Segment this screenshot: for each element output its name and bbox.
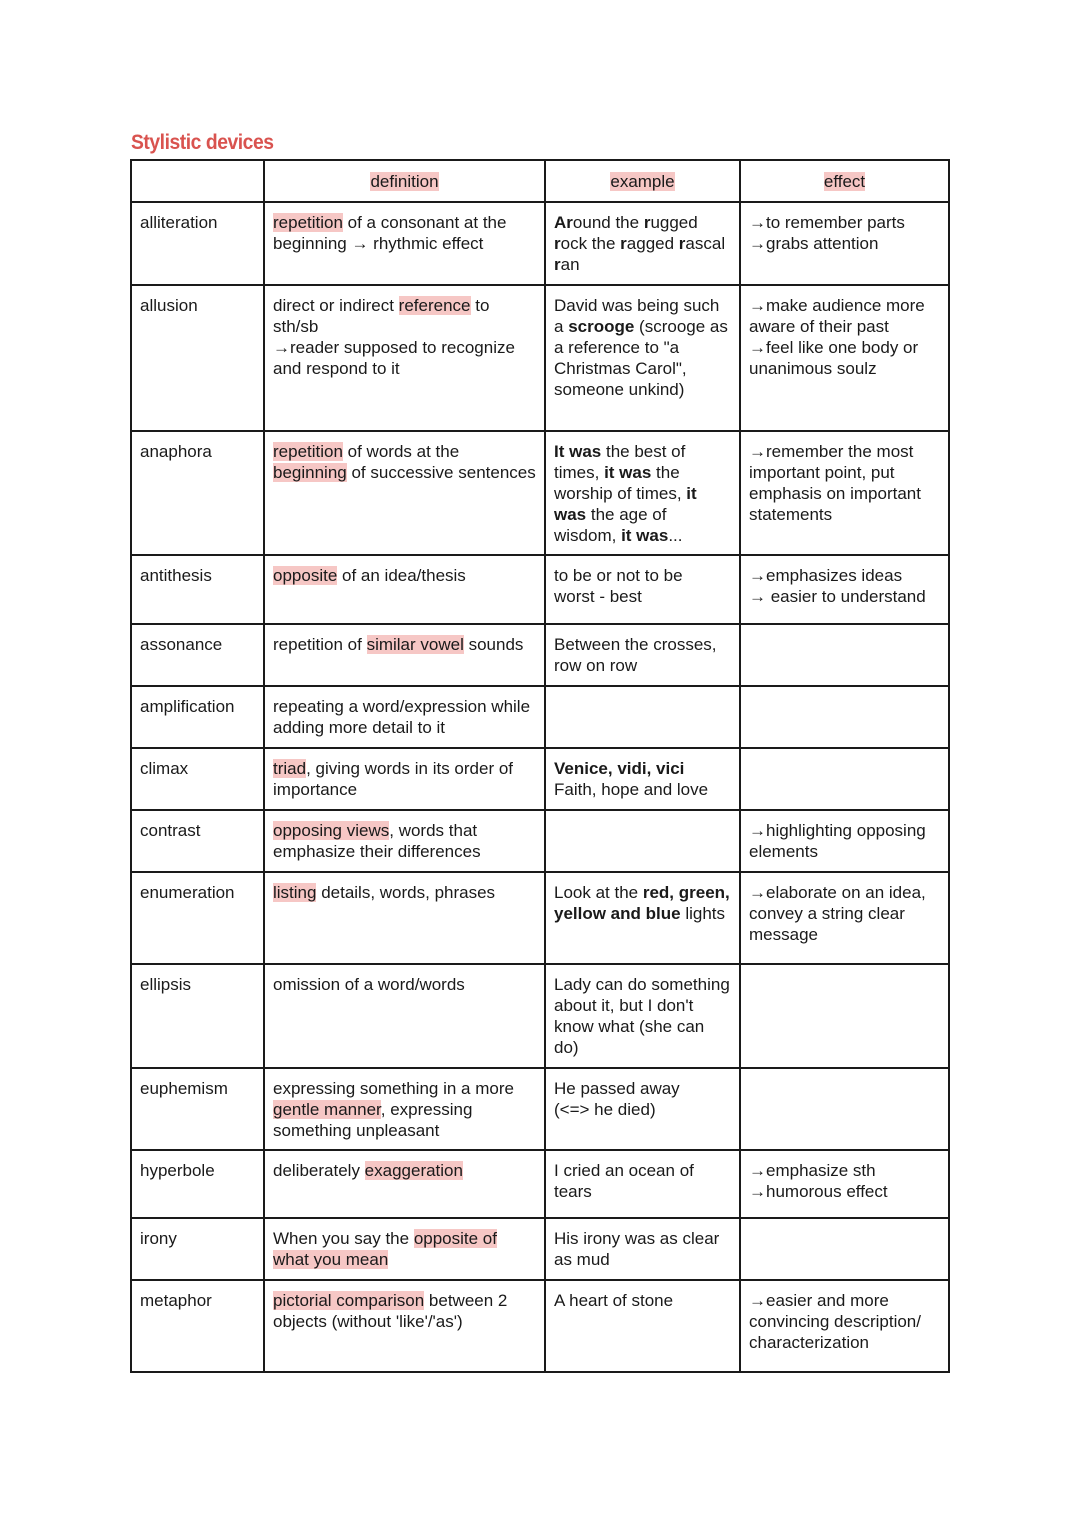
text-fragment: repeating a word/expression while adding more detail to it [273, 697, 531, 737]
effect-cell [740, 1150, 949, 1218]
effect-line: →make audience more aware of their past [749, 296, 925, 336]
bold-text: Venice, vidi, vici [554, 759, 685, 778]
effect-cell [740, 1280, 949, 1372]
definition-cell [264, 202, 545, 285]
effect-cell [740, 202, 949, 285]
bold-text: r [554, 234, 561, 253]
effect-cell [740, 748, 949, 810]
bold-text: It was [554, 442, 602, 461]
example-cell [545, 810, 740, 872]
text-fragment: (scrooge as a reference to "a Christmas Carol", someone unkind) [554, 317, 728, 399]
text-fragment: He passed away [554, 1079, 680, 1098]
effect-line: → easier to understand [749, 587, 926, 606]
text-fragment: →reader supposed to recognize and respond to it [273, 338, 515, 378]
table-row [131, 431, 949, 555]
table-row [131, 872, 949, 964]
definition-cell [264, 285, 545, 431]
highlighted-text: repetition [273, 213, 343, 232]
example-cell [545, 1150, 740, 1218]
text-fragment: the best of times, [554, 442, 686, 482]
text-fragment: details, words, phrases [316, 883, 496, 902]
highlighted-text: similar vowel [366, 635, 464, 654]
effect-line: →easier and more convincing description/ characterization [749, 1291, 921, 1352]
text-fragment: , words that emphasize their differences [273, 821, 481, 861]
term-cell: alliteration [131, 202, 264, 285]
bold-text: r [620, 234, 627, 253]
table-row [131, 748, 949, 810]
header-definition: definition [264, 160, 545, 202]
term-cell: enumeration [131, 872, 264, 964]
bold-text: it was [554, 484, 697, 524]
effect-cell [740, 872, 949, 964]
effect-line: →remember the most important point, put emphasis on important statements [749, 442, 921, 524]
table-row [131, 964, 949, 1068]
highlighted-text: opposite of what you mean [273, 1229, 497, 1269]
bold-text: it was [621, 526, 669, 545]
term-cell: irony [131, 1218, 264, 1280]
highlighted-text: opposing views [273, 821, 390, 840]
table-row [131, 285, 949, 431]
text-fragment: omission of a word/words [273, 975, 465, 994]
definition-cell [264, 431, 545, 555]
table-row [131, 810, 949, 872]
example-cell [545, 431, 740, 555]
highlighted-text: exaggeration [364, 1161, 463, 1180]
text-fragment: (<=> he died) [554, 1100, 656, 1119]
stylistic-devices-table [130, 159, 950, 1373]
example-cell [545, 686, 740, 748]
page-title: Stylistic devices [131, 131, 274, 154]
table-row [131, 624, 949, 686]
definition-cell [264, 748, 545, 810]
text-fragment: ock the [560, 234, 621, 253]
example-cell [545, 624, 740, 686]
term-cell: allusion [131, 285, 264, 431]
effect-line: →elaborate on an idea, convey a string clear message [749, 883, 926, 944]
highlighted-text: repetition [273, 442, 343, 461]
text-fragment: of words at the [342, 442, 460, 461]
effect-line: →to remember parts [749, 213, 905, 232]
highlighted-text: triad [273, 759, 307, 778]
effect-cell [740, 686, 949, 748]
definition-cell [264, 964, 545, 1068]
example-cell [545, 1218, 740, 1280]
text-fragment: Lady can do something about it, but I don't know what (she can do) [554, 975, 730, 1057]
table-row [131, 1068, 949, 1150]
definition-cell [264, 872, 545, 964]
text-fragment: the worship of times, [554, 463, 687, 503]
definition-cell [264, 810, 545, 872]
highlighted-text: pictorial comparison [273, 1291, 425, 1310]
effect-cell [740, 285, 949, 431]
text-fragment: of successive sentences [346, 463, 536, 482]
highlighted-text: listing [273, 883, 317, 902]
text-fragment: worst - best [554, 587, 642, 606]
definition-cell [264, 686, 545, 748]
example-cell [545, 1068, 740, 1150]
text-fragment: , expressing something unpleasant [273, 1100, 473, 1140]
highlighted-text: opposite [273, 566, 338, 585]
table-row [131, 202, 949, 285]
text-fragment: lights [680, 904, 726, 923]
text-fragment: ugged [650, 213, 698, 232]
text-fragment: the age of wisdom, [554, 505, 667, 545]
bold-text: it was [604, 463, 652, 482]
term-cell: assonance [131, 624, 264, 686]
highlighted-text: beginning [273, 463, 347, 482]
text-fragment: repetition of [273, 635, 367, 654]
example-cell [545, 872, 740, 964]
effect-cell [740, 810, 949, 872]
header-example: example [545, 160, 740, 202]
text-fragment: ound the [572, 213, 644, 232]
example-cell [545, 964, 740, 1068]
definition-cell [264, 624, 545, 686]
text-fragment: ... [668, 526, 683, 545]
effect-line: →humorous effect [749, 1182, 888, 1201]
text-fragment: an [560, 255, 580, 274]
example-cell [545, 202, 740, 285]
text-fragment: Faith, hope and love [554, 780, 709, 799]
term-cell: anaphora [131, 431, 264, 555]
text-fragment: Between the crosses, row on row [554, 635, 717, 675]
bold-text: red, green, yellow and blue [554, 883, 730, 923]
example-cell [545, 285, 740, 431]
header-effect: effect [740, 160, 949, 202]
effect-cell [740, 964, 949, 1068]
bold-text: scrooge [568, 317, 635, 336]
text-fragment: ascal [685, 234, 726, 253]
effect-cell [740, 431, 949, 555]
effect-line: →feel like one body or unanimous soulz [749, 338, 919, 378]
example-cell [545, 555, 740, 624]
definition-cell [264, 555, 545, 624]
text-fragment: Look at the [554, 883, 643, 902]
text-fragment: , giving words in its order of importance [273, 759, 513, 799]
text-fragment: His irony was as clear as mud [554, 1229, 720, 1269]
text-fragment: of a consonant at the beginning → rhythmic effect [273, 213, 507, 253]
header-term [131, 160, 264, 202]
text-fragment: When you say the [273, 1229, 414, 1248]
bold-text: r [554, 255, 561, 274]
text-fragment: agged [626, 234, 679, 253]
text-fragment: sounds [463, 635, 524, 654]
effect-line: →highlighting opposing elements [749, 821, 926, 861]
term-cell: hyperbole [131, 1150, 264, 1218]
bold-text: r [678, 234, 686, 253]
text-fragment: of an idea/thesis [337, 566, 466, 585]
table-row [131, 1218, 949, 1280]
text-fragment: deliberately [273, 1161, 365, 1180]
text-fragment: direct or indirect [273, 296, 399, 315]
effect-line: →emphasize sth [749, 1161, 876, 1180]
table-row [131, 555, 949, 624]
text-fragment: A heart of stone [554, 1291, 674, 1310]
effect-cell [740, 624, 949, 686]
effect-line: →grabs attention [749, 234, 879, 253]
text-fragment: to be or not to be [554, 566, 683, 585]
bold-text: r [643, 213, 651, 232]
term-cell: amplification [131, 686, 264, 748]
example-cell [545, 1280, 740, 1372]
term-cell: contrast [131, 810, 264, 872]
table-row [131, 1280, 949, 1372]
highlighted-text: gentle manner [273, 1100, 381, 1119]
term-cell: metaphor [131, 1280, 264, 1372]
text-fragment: between 2 objects (without 'like'/'as') [273, 1291, 508, 1331]
effect-line: →emphasizes ideas [749, 566, 903, 585]
table-row [131, 1150, 949, 1218]
text-fragment: David was being such a [554, 296, 720, 336]
definition-cell [264, 1150, 545, 1218]
effect-cell [740, 1068, 949, 1150]
bold-text: Ar [554, 213, 573, 232]
term-cell: euphemism [131, 1068, 264, 1150]
example-cell [545, 748, 740, 810]
highlighted-text: reference [398, 296, 471, 315]
definition-cell [264, 1068, 545, 1150]
definition-cell [264, 1280, 545, 1372]
header-row [131, 160, 949, 202]
text-fragment: to sth/sb [273, 296, 490, 336]
term-cell: antithesis [131, 555, 264, 624]
effect-cell [740, 555, 949, 624]
text-fragment: expressing something in a more [273, 1079, 514, 1098]
term-cell: climax [131, 748, 264, 810]
text-fragment: I cried an ocean of tears [554, 1161, 694, 1201]
term-cell: ellipsis [131, 964, 264, 1068]
definition-cell [264, 1218, 545, 1280]
effect-cell [740, 1218, 949, 1280]
table-row [131, 686, 949, 748]
